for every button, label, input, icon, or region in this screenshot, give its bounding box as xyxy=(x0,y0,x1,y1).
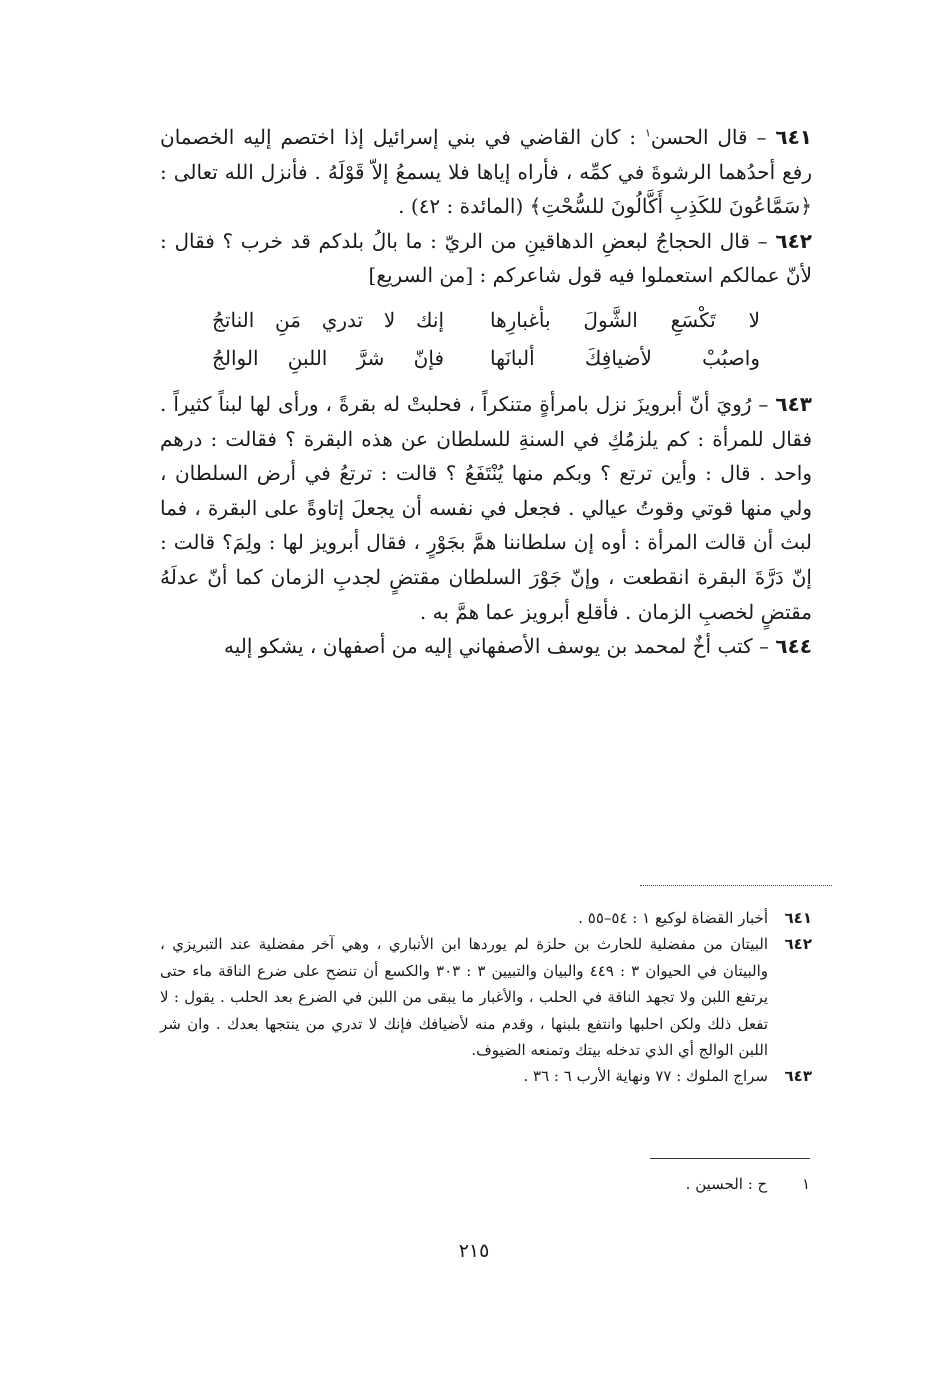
paragraph-number: ٦٤٣ xyxy=(775,391,812,416)
editorial-notes xyxy=(160,905,812,1090)
paragraph-lead: – قال الحسن xyxy=(650,125,776,149)
note-item xyxy=(160,905,812,931)
verse-second-hemistich: فإنّ شرَّ اللبنِ الوالجُ xyxy=(212,345,444,370)
notes-separator xyxy=(640,885,832,886)
verse-first-hemistich: واصبُبْ لأضيافِكَ ألبانَها xyxy=(490,345,760,370)
main-text xyxy=(160,120,812,664)
note-item xyxy=(160,1063,812,1089)
footnote xyxy=(560,1172,810,1196)
paragraph-text: – قال الحجاجُ لبعضِ الدهاقينِ من الريّ : ما بالُ بلدكم قد خرب ؟ فقال : لأنّ عمالكم استعملوا فيه قول شاعركم : xyxy=(160,228,812,288)
footnote-text: ح : الحسين . xyxy=(685,1175,768,1193)
verse-first-hemistich: لا تَكْسَعِ الشَّولَ بأغبارِها xyxy=(490,307,760,332)
paragraph-641 xyxy=(160,120,812,224)
footnote-number: ١ xyxy=(801,1175,810,1193)
paragraph-number: ٦٤٢ xyxy=(775,228,812,253)
footnote-reference: ١ xyxy=(644,126,651,140)
verse-line xyxy=(160,301,812,339)
paragraph-643 xyxy=(160,387,812,629)
verse-second-hemistich: إنك لا تدري مَنِ الناتجُ xyxy=(212,307,444,332)
page-number: ٢١٥ xyxy=(458,1240,490,1262)
paragraph-number: ٦٤١ xyxy=(775,125,812,149)
verses xyxy=(160,301,812,377)
paragraph-642 xyxy=(160,224,812,293)
footnote-separator xyxy=(650,1158,810,1159)
paragraph-text: – كتب أخٌ لمحمد بن يوسف الأصفهاني إليه من أصفهان ، يشكو إليه xyxy=(224,634,776,659)
note-text: البيتان من مفضلية للحارث بن حلزة لم يوردها ابن الأنباري ، وهي آخر مفضلية عند التبريزي ، والبيتان في الحيوان ٣ : ٤٤٩ والبيان والتبيين ٣ : ٣٠٣ والكسع أن تنضح على ضرع الناقة ماء حتى يرتفع اللبن ولا تجهد الناقة في الحلب ، والأغبار ما يبقى من اللبن في الضرع بعد الحلب . يقول : لا تفعل ذلك ولكن احلبها وانتفع بلبنها ، وقدم منه لأضيافك فإنك لا تدري من ينتجها بعدك . وان شر اللبن الوالج أي الذي تدخله بيتك وتمنعه الضيوف. xyxy=(160,935,768,1060)
note-number: ٦٤٢ xyxy=(784,935,812,954)
poetic-meter: [من السريع] xyxy=(368,263,474,288)
verse-line xyxy=(160,339,812,377)
paragraph-text: : كان القاضي في بني إسرائيل إذا اختصم إليه الخصمان رفع أحدُهما الرشوةَ في كمِّه ، فأراه إياها فلا يسمعُ إلاّ قَوْلَهُ . فأنزل الله تعالى : ﴿سَمَّاعُونَ للكَذِبِ أَكَّالُونَ للسُّحْتِ﴾ (المائدة : ٤٢) . xyxy=(160,125,812,219)
paragraph-text: – رُويَ أنّ أبرويزَ نزل بامرأةٍ متنكراً ، فحلبتْ له بقرةً ، ورأى لها لبناً كثيراً . فقال للمرأة : كم يلزمُكِ في السنةِ للسلطان عن هذه البقرة ؟ فقالت : درهم واحد . قال : وأين ترتع ؟ وبكم منها يُنْتَفَعُ ؟ قالت : ترتعُ في أرض السلطان ، ولي منها قوتي وقوتُ عيالي . فجعل في نفسه أن يجعلَ إتاوةً على البقرة ، فما لبث أن قالت المرأة : أوه إن سلطاننا همَّ بجَوْرٍ ، فقال أبرويز لها : ولِمَ؟ قالت : إنّ دَرَّةَ البقرة انقطعت ، وإنّ جَوْرَ السلطان مقتضٍ لجدبِ الزمان كما أنّ عدلَهُ مقتضٍ لخصبِ الزمان . فأقلع أبرويز عما همَّ به . xyxy=(160,391,812,624)
paragraph-644 xyxy=(160,629,812,664)
note-text: أخبار القضاة لوكيع ١ : ٥٤–٥٥ . xyxy=(578,909,768,927)
paragraph-number: ٦٤٤ xyxy=(775,634,812,659)
note-number: ٦٤٣ xyxy=(784,1067,812,1086)
note-number: ٦٤١ xyxy=(784,909,812,927)
note-text: سراج الملوك : ٧٧ ونهاية الأرب ٦ : ٣٦ . xyxy=(523,1067,768,1086)
note-item xyxy=(160,931,812,1063)
